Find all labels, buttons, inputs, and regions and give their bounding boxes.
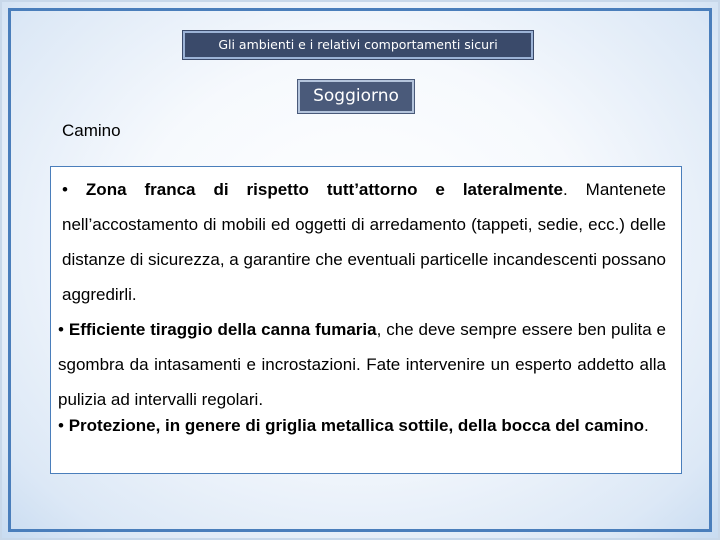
bullet-body-text: , che deve sempre essere ben pulita e sgombra da intasamenti e incrostazioni. Fate intervenire un esperto addetto alla pulizia ad intervalli regolari.	[58, 320, 667, 409]
room-label: Soggiorno	[298, 80, 414, 113]
bullet-marker: •	[58, 416, 64, 435]
bullet-body-text: .	[644, 416, 649, 435]
bullet-bold-text: Efficiente tiraggio della canna fumaria	[68, 320, 377, 339]
bullet-bold-text: Protezione, in genere di griglia metallica sottile, della bocca del camino	[68, 416, 645, 435]
slide-title-banner: Gli ambienti e i relativi comportamenti sicuri	[183, 31, 533, 59]
bullet-body-text: . Mantenete nell’accostamento di mobili ed oggetti di arredamento (tappeti, sedie, ecc.) delle distanze di sicurezza, a garantire che eventuali particelle incandescenti possano aggredirli.	[62, 180, 666, 304]
bullet-marker: •	[58, 320, 64, 339]
bullet-bold-text: Zona franca di rispetto tutt’attorno e lateralmente	[85, 180, 563, 199]
bullet-item	[62, 172, 666, 312]
bullet-item	[58, 408, 668, 443]
bullet-item	[58, 312, 666, 417]
bullet-marker: •	[62, 180, 68, 199]
section-heading: Camino	[62, 121, 121, 140]
